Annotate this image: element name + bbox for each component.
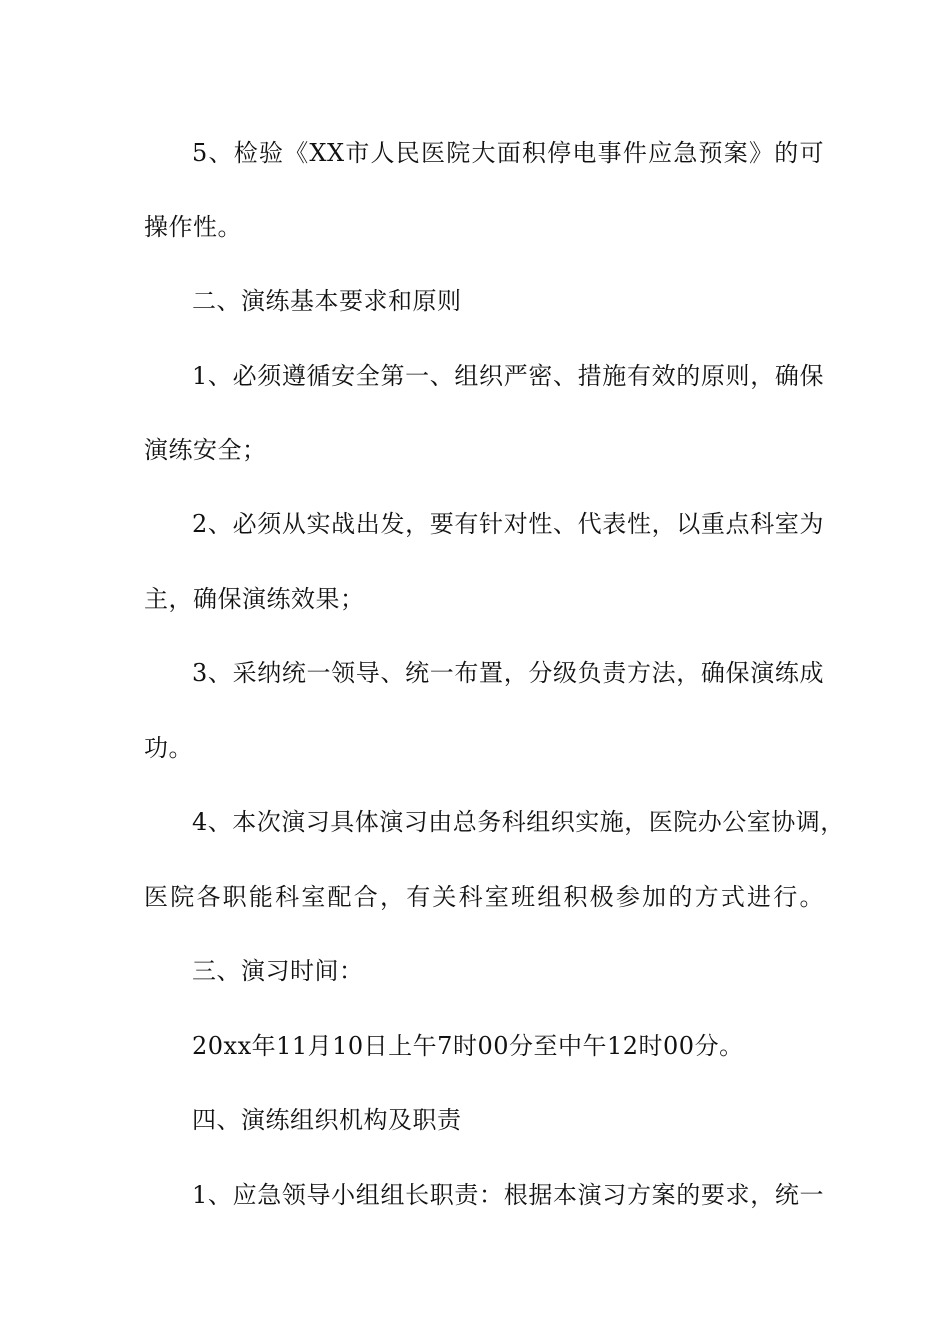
paragraph-rule-4-line-1: 4、本次演习具体演习由总务科组织实施，医院办公室协调， [192, 808, 845, 836]
paragraph-item-5-line-2: 操作性。 [144, 213, 242, 241]
exercise-time-text: 20xx年11月10日上午7时00分至中午12时00分。 [192, 1032, 744, 1060]
paragraph-rule-1-line-2: 演练安全； [144, 436, 267, 464]
section-heading-2: 二、演练基本要求和原则 [192, 287, 462, 315]
paragraph-rule-4-line-2: 医院各职能科室配合，有关科室班组积极参加的方式进行。 [144, 883, 824, 911]
paragraph-item-5-line-1: 5、检验《XX市人民医院大面积停电事件应急预案》的可 [192, 139, 824, 167]
paragraph-rule-2-line-2: 主，确保演练效果； [144, 585, 365, 613]
paragraph-rule-3-line-1: 3、采纳统一领导、统一布置，分级负责方法，确保演练成 [192, 659, 824, 687]
paragraph-duty-1-line-1: 1、应急领导小组组长职责：根据本演习方案的要求，统一 [192, 1181, 824, 1209]
paragraph-rule-1-line-1: 1、必须遵循安全第一、组织严密、措施有效的原则，确保 [192, 362, 824, 390]
section-heading-3: 三、演习时间： [192, 957, 364, 985]
paragraph-rule-3-line-2: 功。 [144, 734, 193, 762]
paragraph-rule-2-line-1: 2、必须从实战出发，要有针对性、代表性，以重点科室为 [192, 510, 824, 538]
section-heading-4: 四、演练组织机构及职责 [192, 1106, 462, 1134]
